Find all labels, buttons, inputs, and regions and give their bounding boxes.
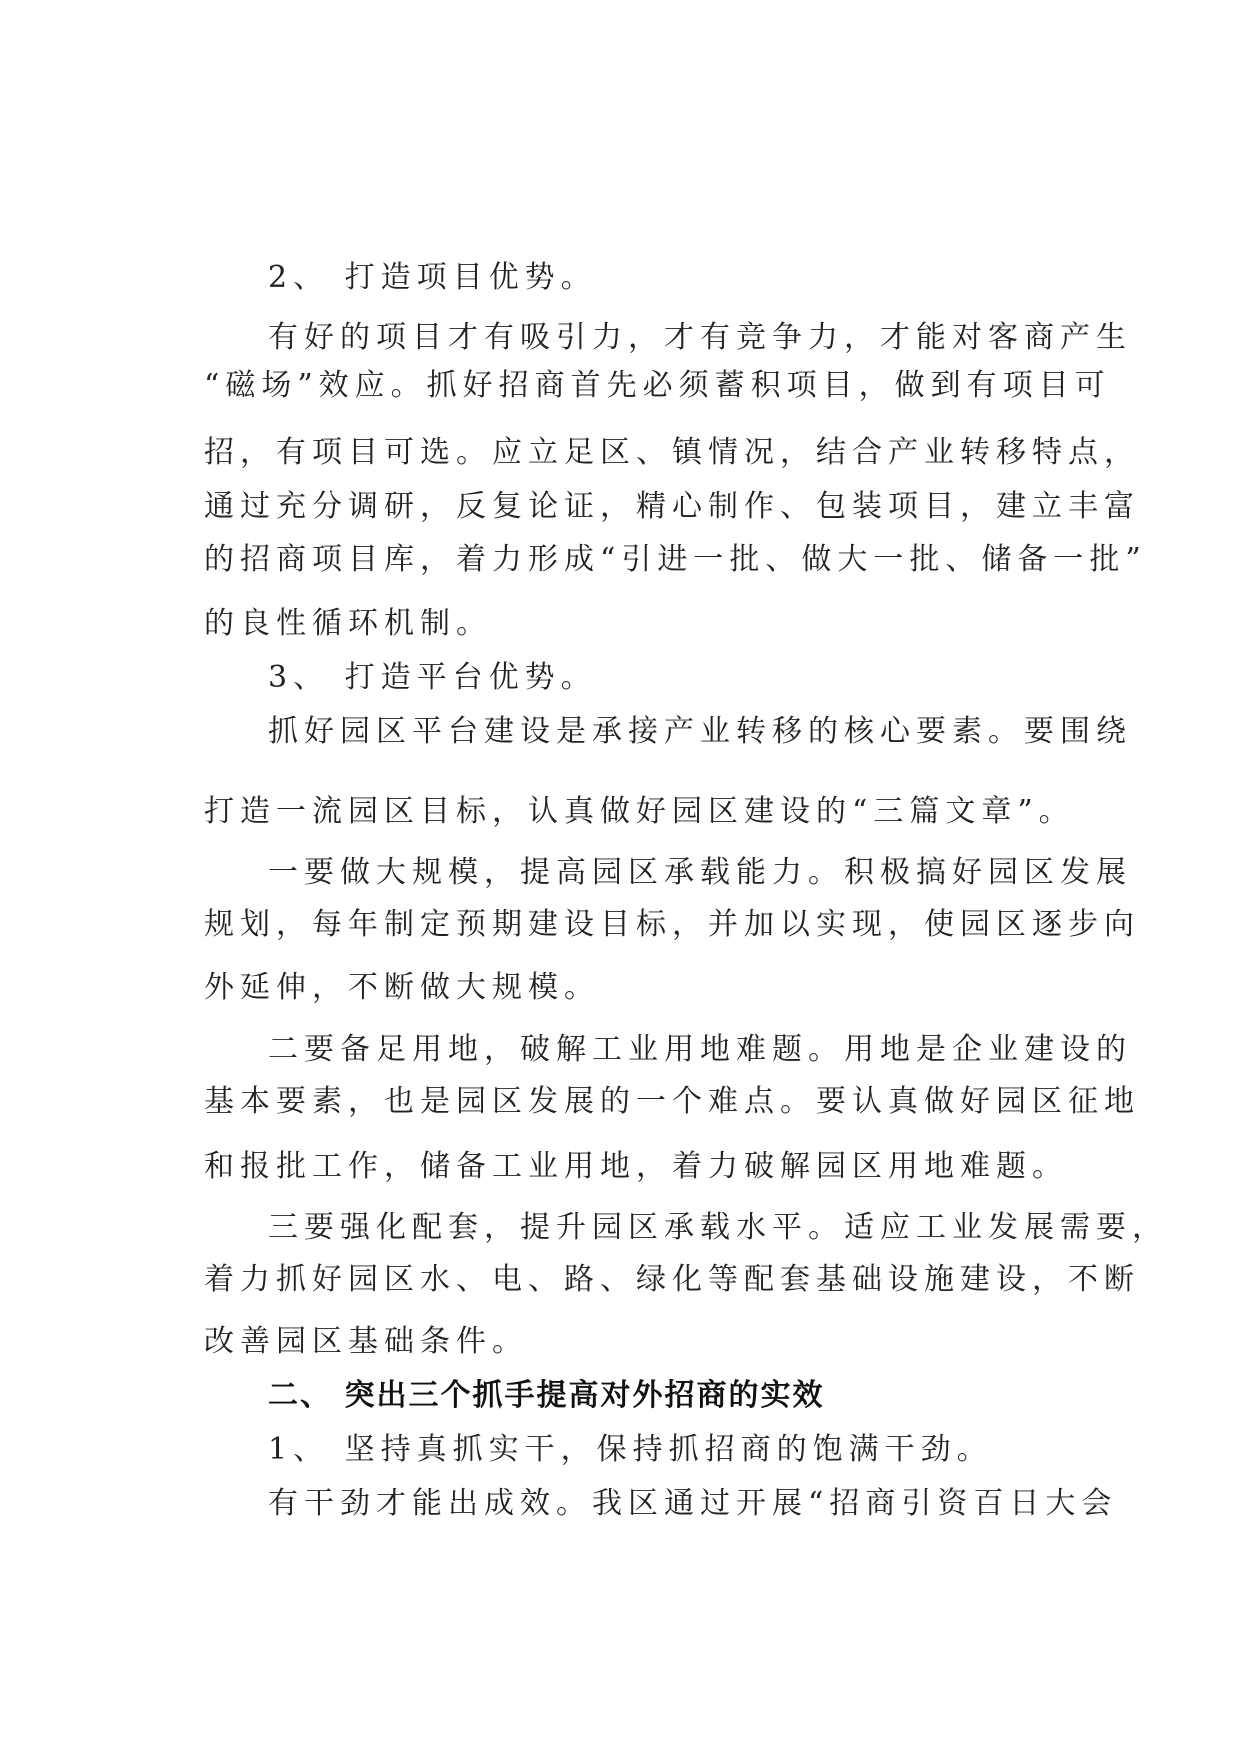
paragraph-line: 通过充分调研，反复论证，精心制作、包装项目，建立丰富 [204,489,1140,524]
paragraph-line: 二要备足用地，破解工业用地难题。用地是企业建设的 [268,1032,1132,1067]
paragraph-line: 招，有项目可选。应立足区、镇情况，结合产业转移特点， [204,435,1140,470]
paragraph-line: 外延伸，不断做大规模。 [204,970,600,1005]
paragraph-line: 抓好园区平台建设是承接产业转移的核心要素。要围绕 [268,714,1132,749]
paragraph-line: 有好的项目才有吸引力，才有竞争力，才能对客商产生 [268,320,1132,355]
paragraph-line: “磁场”效应。抓好招商首先必须蓄积项目，做到有项目可 [204,368,1111,403]
paragraph-line: 的招商项目库，着力形成“引进一批、做大一批、储备一批” [204,542,1147,577]
paragraph-line: 的良性循环机制。 [204,606,492,641]
paragraph-line: 有干劲才能出成效。我区通过开展“招商引资百日大会 [268,1486,1118,1521]
paragraph-line: 改善园区基础条件。 [204,1324,528,1359]
paragraph-line: 打造一流园区目标，认真做好园区建设的“三篇文章”。 [204,794,1075,829]
subheading-hard-work: 1、 坚持真抓实干，保持抓招商的饱满干劲。 [268,1432,993,1467]
paragraph-line: 三要强化配套，提升园区承载水平。适应工业发展需要， [268,1210,1168,1245]
section-heading: 二、 突出三个抓手提高对外招商的实效 [268,1378,825,1413]
paragraph-line: 基本要素，也是园区发展的一个难点。要认真做好园区征地 [204,1084,1140,1119]
subheading-platform-advantage: 3、 打造平台优势。 [268,660,597,695]
paragraph-line: 规划，每年制定预期建设目标，并加以实现，使园区逐步向 [204,907,1140,942]
paragraph-line: 和报批工作，储备工业用地，着力破解园区用地难题。 [204,1149,1068,1184]
subheading-project-advantage: 2、 打造项目优势。 [268,260,597,295]
paragraph-line: 着力抓好园区水、电、路、绿化等配套基础设施建设，不断 [204,1262,1140,1297]
paragraph-line: 一要做大规模，提高园区承载能力。积极搞好园区发展 [268,855,1132,890]
